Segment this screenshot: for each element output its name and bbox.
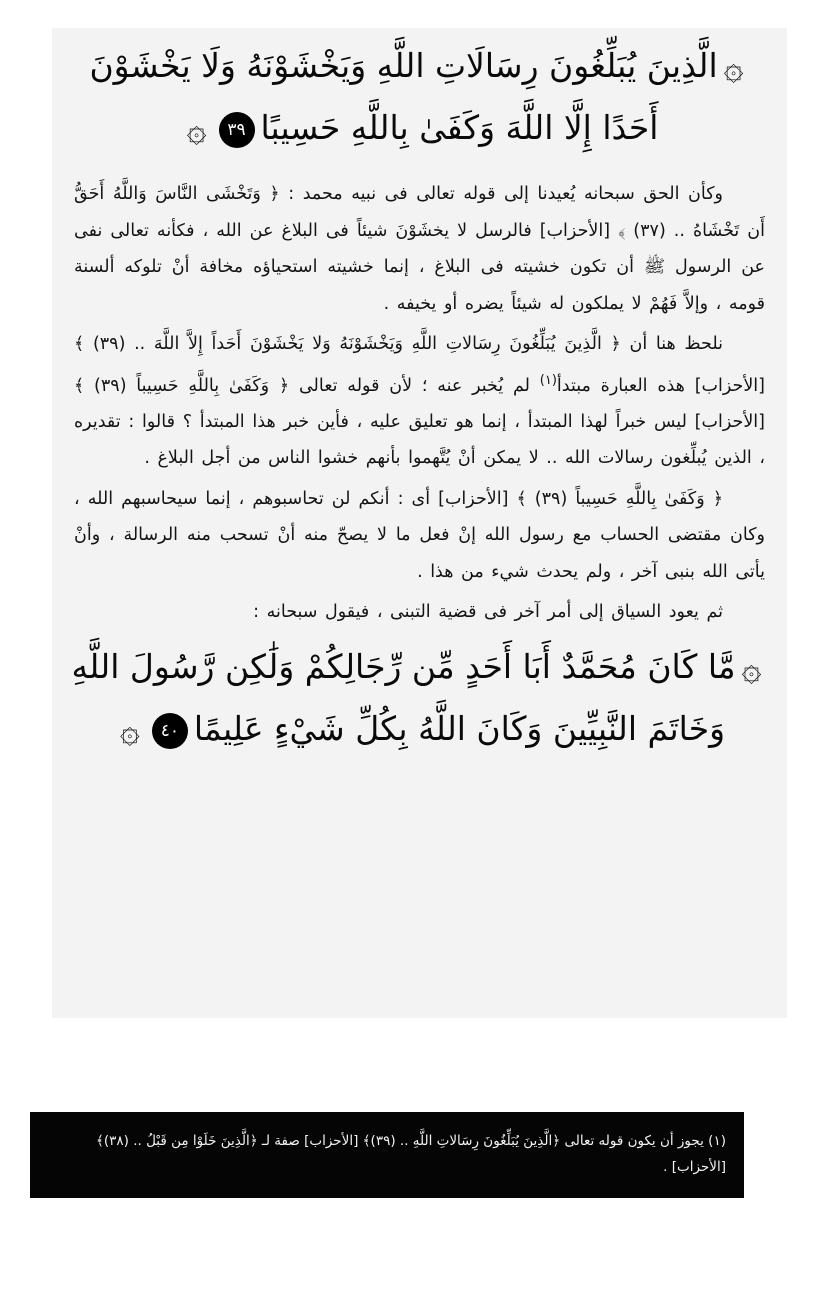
verse-close-ornament-icon: ۞ [186,110,207,150]
page-scan [52,28,787,1018]
footnote-text: (١) يجوز أن يكون قوله تعالى ﴿الَّذِينَ يُبَلِّغُونَ رِسَالاتِ اللَّهِ .. (٣٩)﴾ [الأحزاب] صفة لـ ﴿الَّذِينَ خَلَوْا مِن قَبْلُ .. (٣٨)﴾ [الأحزاب] . [95,1133,726,1175]
top-verse [52,36,787,160]
footnote-ref: (١) [539,372,557,388]
bottom-verse-line-1: ۞مَّا كَانَ مُحَمَّدٌ أَبَا أَحَدٍ مِّن رِّجَالِكُمْ وَلَٰكِن رَّسُولَ اللَّهِ [52,637,787,699]
paragraph-2: نلحظ هنا أن ﴿ الَّذِينَ يُبَلِّغُونَ رِسَالاتِ اللَّهِ وَيَخْشَوْنَهُ وَلا يَخْشَوْنَ أَحَداً إِلاَّ اللَّهَ .. (٣٩) ﴾ [الأحزاب] هذه العبارة مبتدأ$^{(١)}$ لم يُخبر عنه ؛ لأن قوله تعالى ﴿ وَكَفَىٰ بِاللَّهِ حَسِيباً (٣٩) ﴾ [الأحزاب] ليس خبراً لهذا المبتدأ ، إنما هو تعليق عليه ، فأين خبر هذا المبتدأ ؟ قالوا : تقديره ، الذين يُبلِّغون رسالات الله .. لا يمكن أنْ يُتَّهموا بأنهم خشوا الناس من أجل البلاغ . [74,334,765,469]
verse-number-badge: ٣٩ [219,112,255,148]
verse-open-ornament-icon: ۞ [741,648,762,689]
bottom-verse [52,637,787,761]
top-verse-line-1: ۞الَّذِينَ يُبَلِّغُونَ رِسَالَاتِ اللَّهِ وَيَخْشَوْنَهُ وَلَا يَخْشَوْنَ [52,36,787,98]
paragraph-1: وكأن الحق سبحانه يُعيدنا إلى قوله تعالى فى نبيه محمد : ﴿ وَتَخْشَى النَّاسَ وَاللَّهُ أَحَقُّ أَن تَخْشَاهُ .. (٣٧) ﴾ [الأحزاب] فالرسل لا يخشَوْنَ شيئاً فى البلاغ عن الله ، فكأنه تعالى نفى عن الرسول ﷺ أن تكون خشيته فى البلاغ ، إنما خشيته استحياؤه مخافة أنْ تلوكه ألسنة قومه ، وإلاَّ فَهُمْ لا يملكون له شيئاً يضره أو يخيفه . [74,184,765,314]
top-verse-line-2: أَحَدًا إِلَّا اللَّهَ وَكَفَىٰ بِاللَّهِ حَسِيبًا٣٩۞ [52,98,787,160]
footnote-box [30,1112,744,1198]
paragraph-4: ثم يعود السياق إلى أمر آخر فى قضية التبنى ، فيقول سبحانه : [253,602,723,623]
bottom-verse-line-2: وَخَاتَمَ النَّبِيِّينَ وَكَانَ اللَّهُ بِكُلِّ شَيْءٍ عَلِيمًا٤٠۞ [52,699,787,761]
body-text [74,176,765,631]
verse-close-ornament-icon: ۞ [119,710,140,751]
verse-number-badge: ٤٠ [152,713,188,749]
paragraph-3: ﴿ وَكَفَىٰ بِاللَّهِ حَسِيباً (٣٩) ﴾ [الأحزاب] أى : أنكم لن تحاسبوهم ، إنما سيحاسبهم الله ، وكان مقتضى الحساب مع رسول الله إنْ فعل ما لا يصحّ منه أنْ تسحب منه الرسالة ، وأنْ يأتى الله بنبى آخر ، ولم يحدث شيء من هذا . [74,488,765,582]
verse-open-ornament-icon: ۞ [723,48,744,88]
